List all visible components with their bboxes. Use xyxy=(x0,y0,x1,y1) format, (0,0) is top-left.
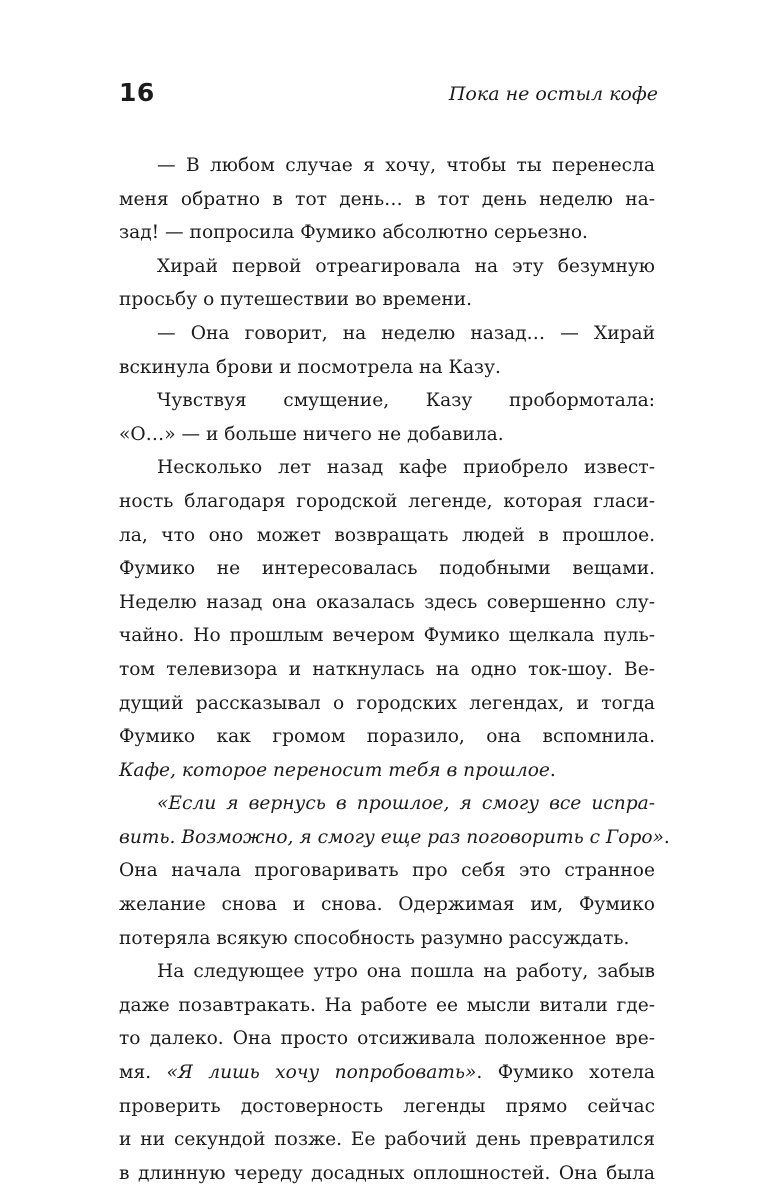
text-line: «О…» — и больше ничего не добавила. xyxy=(119,423,504,445)
text-line: ность благодаря городской легенде, которая гласи- xyxy=(119,490,655,512)
italic-phrase: «Я лишь хочу попробовать» xyxy=(166,1062,477,1084)
text-line xyxy=(119,754,655,788)
text-line: Фумико не интересовалась подобными вещами. xyxy=(119,558,655,580)
text-line: чайно. Но прошлым вечером Фумико щелкала пуль- xyxy=(119,625,655,647)
text-line: меня обратно в тот день… в тот день неделю на- xyxy=(119,188,655,210)
text-line: «Если я вернусь в прошлое, я смогу все испра- xyxy=(157,793,655,815)
italic-phrase: Кафе, которое переносит тебя в прошлое xyxy=(119,759,550,781)
text-line: Несколько лет назад кафе приобрело извест- xyxy=(157,457,655,479)
text-line: — Она говорит, на неделю назад… — Хирай xyxy=(157,322,655,344)
text-line: потеряла всякую способность разумно рассуждать. xyxy=(119,927,630,949)
text-line: Чувствуя смущение, Казу пробормотала: xyxy=(157,390,655,412)
body-text xyxy=(119,149,670,1190)
text-fragment: . Фумико хотела xyxy=(476,1062,655,1084)
text-line: проверить достоверность легенды прямо сейчас xyxy=(119,1095,655,1117)
text-fragment: . xyxy=(663,826,670,848)
text-line: Фумико как громом поразило, она вспомнила. xyxy=(119,726,655,748)
text-line: то далеко. Она просто отсиживала положенное вре- xyxy=(119,1028,655,1050)
text-fragment: . xyxy=(549,759,556,781)
text-line: зад! — попросила Фумико абсолютно серьезно. xyxy=(119,222,588,244)
text-line: том телевизора и наткнулась на одно ток-шоу. Ве- xyxy=(119,658,655,680)
text-line: На следующее утро она пошла на работу, забыв xyxy=(157,961,655,983)
text-line xyxy=(119,821,670,855)
text-line: даже позавтракать. На работе ее мысли витали где- xyxy=(119,994,655,1016)
text-line: просьбу о путешествии во времени. xyxy=(119,289,473,311)
text-line: — В любом случае я хочу, чтобы ты перенесла xyxy=(157,155,655,176)
italic-phrase: вить. Возможно, я смогу еще раз поговорить с Горо» xyxy=(119,826,664,848)
text-line: дущий рассказывал о городских легендах, и тогда xyxy=(119,692,655,714)
text-line: Она начала проговаривать про себя это странное xyxy=(119,860,655,882)
page-number: 16 xyxy=(119,78,155,107)
text-line: ла, что оно может возвращать людей в прошлое. xyxy=(119,524,655,546)
text-line: и ни секундой позже. Ее рабочий день превратился xyxy=(119,1129,655,1151)
text-line: желание снова и снова. Одержимая им, Фумико xyxy=(119,894,655,916)
text-line: вскинула брови и посмотрела на Казу. xyxy=(119,356,501,378)
text-line xyxy=(119,1056,655,1090)
text-line: в длинную череду досадных оплошностей. Она была xyxy=(119,1162,655,1184)
text-fragment: мя. xyxy=(119,1062,167,1084)
text-line: Неделю назад она оказалась здесь совершенно слу- xyxy=(119,591,655,613)
running-title: Пока не остыл кофе xyxy=(448,83,658,105)
text-line: Хирай первой отреагировала на эту безумную xyxy=(157,255,655,277)
